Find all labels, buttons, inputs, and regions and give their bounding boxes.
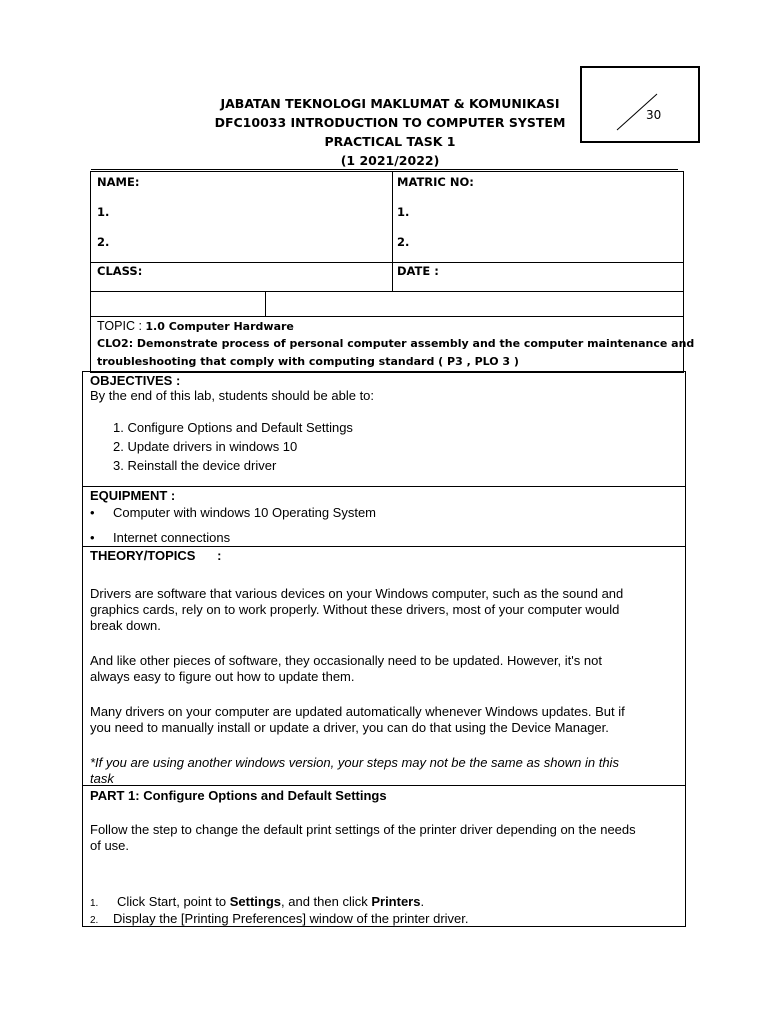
name-label: NAME:: [97, 175, 140, 189]
step-2: 2. Display the [Printing Preferences] window of the printer driver.: [90, 911, 469, 926]
topic-prefix: TOPIC :: [97, 319, 146, 333]
theory-text: Many drivers on your computer are updated automatically whenever Windows updates. But if: [90, 704, 625, 719]
date-label: DATE :: [397, 264, 439, 278]
equipment-item: [90, 505, 376, 520]
clo-line-1: CLO2: Demonstrate process of personal computer assembly and the computer maintenance and: [97, 337, 695, 350]
matric-label: MATRIC NO:: [397, 175, 474, 189]
topic-title: 1.0 Computer Hardware: [145, 320, 294, 333]
equipment-text: Computer with windows 10 Operating System: [113, 505, 377, 520]
clo-line-2: troubleshooting that comply with computing standard ( P3 , PLO 3 ): [97, 355, 519, 368]
theory-heading: THEORY/TOPICS :: [90, 548, 222, 563]
name-1: 1.: [97, 205, 110, 219]
part1-intro: Follow the step to change the default print settings of the printer driver depending on the needs: [90, 822, 636, 837]
matric-1: 1.: [397, 205, 410, 219]
score-total: 30: [646, 108, 662, 122]
theory-note: *If you are using another windows version, your steps may not be the same as shown in this: [90, 755, 619, 770]
objectives-heading: OBJECTIVES :: [90, 373, 181, 388]
theory-text: Drivers are software that various devices on your Windows computer, such as the sound and: [90, 586, 624, 601]
theory-text: graphics cards, rely on to work properly. Without these drivers, most of your computer would: [90, 602, 620, 617]
objective-item: 1. Configure Options and Default Settings: [113, 420, 353, 435]
part1-intro: of use.: [90, 838, 130, 853]
step-1: 1. Click Start, point to Settings, and then click Printers.: [90, 894, 425, 909]
session-title: (1 2021/2022): [340, 153, 440, 168]
theory-text: always easy to figure out how to update them.: [90, 669, 355, 684]
objective-item: 3. Reinstall the device driver: [113, 458, 277, 473]
bullet-icon: •: [90, 530, 95, 545]
objectives-intro: By the end of this lab, students should be able to:: [90, 388, 375, 403]
equipment-item: [90, 530, 230, 545]
part1-heading: PART 1: Configure Options and Default Settings: [90, 788, 387, 803]
bullet-icon: •: [90, 505, 95, 520]
theory-text: break down.: [90, 618, 161, 633]
theory-text: And like other pieces of software, they occasionally need to be updated. However, it's not: [90, 653, 602, 668]
matric-2: 2.: [397, 235, 410, 249]
dept-title: JABATAN TEKNOLOGI MAKLUMAT & KOMUNIKASI: [220, 96, 560, 111]
topic-line: [97, 319, 294, 333]
content-box: [82, 371, 686, 927]
theory-text: you need to manually install or update a driver, you can do that using the Device Manager.: [90, 720, 609, 735]
equipment-text: Internet connections: [113, 530, 231, 545]
score-box: [580, 66, 700, 143]
objective-item: 2. Update drivers in windows 10: [113, 439, 298, 454]
class-label: CLASS:: [97, 264, 143, 278]
task-title: PRACTICAL TASK 1: [324, 134, 456, 149]
step-number: 1.: [90, 898, 99, 909]
course-title: DFC10033 INTRODUCTION TO COMPUTER SYSTEM: [214, 115, 566, 130]
step-number: 2.: [90, 915, 99, 926]
name-2: 2.: [97, 235, 110, 249]
equipment-heading: EQUIPMENT :: [90, 488, 176, 503]
score-slash: [582, 68, 698, 141]
theory-note: task: [90, 771, 114, 786]
